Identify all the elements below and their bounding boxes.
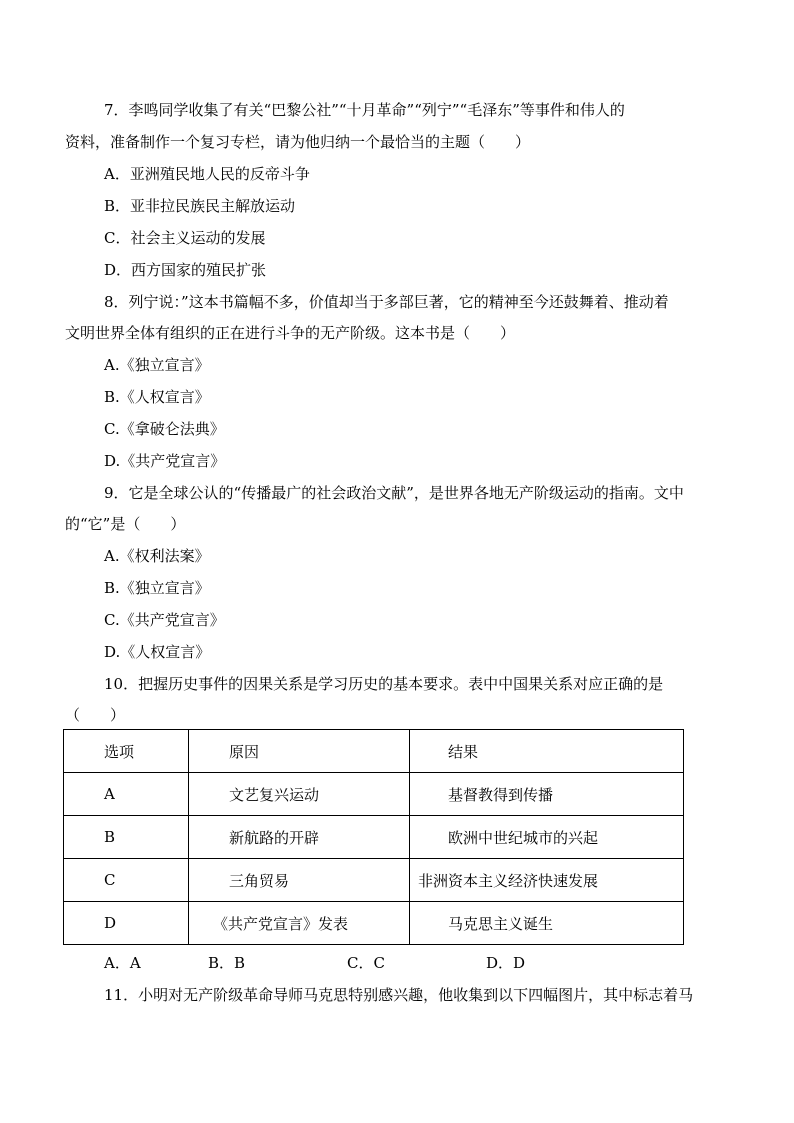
q10-stem-line2: （ ） <box>65 706 126 724</box>
row-b-cause: 新航路的开辟 <box>189 816 410 859</box>
q9-option-c: C.《共产党宣言》 <box>104 611 225 629</box>
table-row <box>64 902 684 945</box>
header-option: 选项 <box>64 730 189 773</box>
q8-option-d: D.《共产党宣言》 <box>104 452 226 470</box>
q10-answer-a: A．A <box>104 954 141 972</box>
q9-option-d: D.《人权宣言》 <box>104 643 211 661</box>
q7-option-a: A．亚洲殖民地人民的反帝斗争 <box>104 165 310 183</box>
row-c-effect: 非洲资本主义经济快速发展 <box>410 859 684 902</box>
q8-stem-line2: 文明世界全体有组织的正在进行斗争的无产阶级。这本书是（ ） <box>65 324 516 342</box>
q11-stem-line1: 11．小明对无产阶级革命导师马克思特别感兴趣，他收集到以下四幅图片，其中标志着马 <box>104 986 694 1004</box>
row-d-cause: 《共产党宣言》发表 <box>189 902 410 945</box>
q10-answer-options <box>104 953 525 973</box>
row-d-effect: 马克思主义诞生 <box>410 902 684 945</box>
q7-option-b: B．亚非拉民族民主解放运动 <box>104 197 296 215</box>
table-row <box>64 816 684 859</box>
row-c-cause: 三角贸易 <box>189 859 410 902</box>
q7-option-c: C．社会主义运动的发展 <box>104 229 266 247</box>
q9-option-a: A.《权利法案》 <box>104 547 210 565</box>
q9-stem-line1: 9．它是全球公认的“传播最广的社会政治文献”，是世界各地无产阶级运动的指南。文中 <box>104 484 684 502</box>
q7-stem-line1: 7．李鸣同学收集了有关“巴黎公社”“十月革命”“列宁”“毛泽东”等事件和伟人的 <box>104 101 625 119</box>
row-b-effect: 欧洲中世纪城市的兴起 <box>410 816 684 859</box>
row-c-option: C <box>64 859 189 902</box>
q8-stem-line1: 8．列宁说：”这本书篇幅不多，价值却当于多部巨著，它的精神至今还鼓舞着、推动着 <box>104 293 669 311</box>
header-effect: 结果 <box>410 730 684 773</box>
q10-stem-line1: 10．把握历史事件的因果关系是学习历史的基本要求。表中中国果关系对应正确的是 <box>104 675 664 693</box>
row-d-option: D <box>64 902 189 945</box>
q10-answer-d: D．D <box>486 954 526 972</box>
cause-effect-table <box>63 729 684 945</box>
q9-stem-line2: 的“它”是（ ） <box>65 515 186 533</box>
q8-option-a: A.《独立宣言》 <box>104 356 210 374</box>
table-header-row <box>64 730 684 773</box>
row-b-option: B <box>64 816 189 859</box>
q8-option-c: C.《拿破仑法典》 <box>104 420 225 438</box>
q10-answer-b: B．B <box>208 954 246 972</box>
q10-answer-c: C．C <box>347 954 385 972</box>
q7-stem-line2: 资料，准备制作一个复习专栏，请为他归纳一个最恰当的主题（ ） <box>65 133 531 151</box>
table-row <box>64 859 684 902</box>
q7-option-d: D．西方国家的殖民扩张 <box>104 261 267 279</box>
row-a-effect: 基督教得到传播 <box>410 773 684 816</box>
row-a-cause: 文艺复兴运动 <box>189 773 410 816</box>
table-row <box>64 773 684 816</box>
row-a-option: A <box>64 773 189 816</box>
header-cause: 原因 <box>189 730 410 773</box>
q9-option-b: B.《独立宣言》 <box>104 579 210 597</box>
q8-option-b: B.《人权宣言》 <box>104 388 210 406</box>
